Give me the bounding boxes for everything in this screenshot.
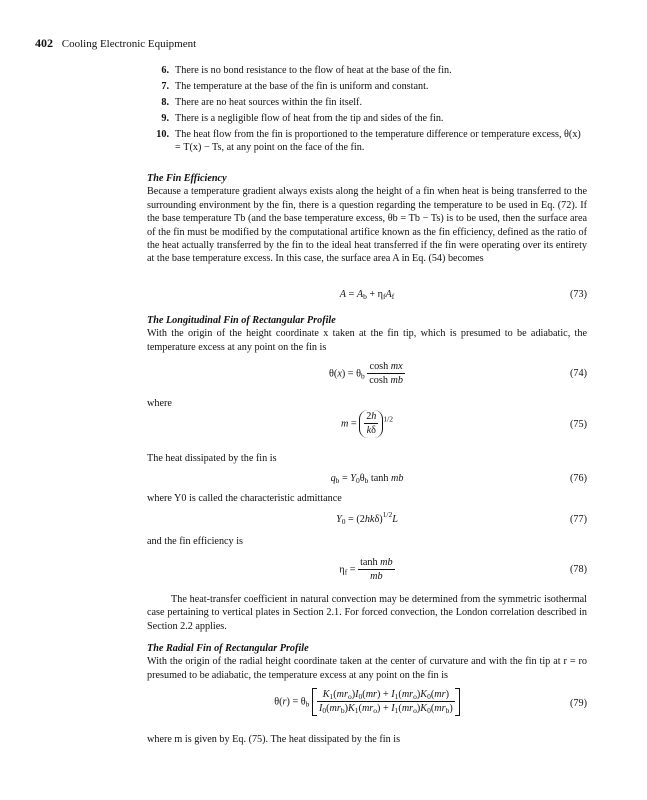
equation-number: (73) xyxy=(570,289,587,300)
list-item: 6. There is no bond resistance to the flow of heat at the base of the fin. xyxy=(161,65,452,76)
equation-body: $\eta_f$ = $\frac{\text{tanh mb}}{mb}$ xyxy=(339,557,393,583)
running-header xyxy=(35,37,196,51)
equation-78 xyxy=(147,556,587,584)
assumption-list xyxy=(147,64,587,157)
equation-number: (77) xyxy=(570,514,587,525)
paragraph: With the origin of the height coordinate x taken at the fin tip, which is presumed to be adiabatic, the temperature excess at any point on the fin is xyxy=(147,328,587,353)
equation-74 xyxy=(147,360,587,388)
paragraph: and the fin efficiency is xyxy=(147,536,243,547)
equation-body: m = $\frac{2h}{k\delta}$ $^{1/2}$ xyxy=(341,411,393,437)
radial-section xyxy=(147,642,587,682)
paragraph: The heat dissipated by the fin is xyxy=(147,453,277,464)
equation-body: $\theta(r) = \theta_b$ $\frac{K_1(mr_o)I_0(mr) + I_1(mr_o)K_0(mr)}{I_0(mr_b)K_1(mr_o) + I_1(mr_o)K_0(mr_b)}$ xyxy=(147,688,587,716)
list-item: 8. There are no heat sources within the fin itself. xyxy=(161,96,362,108)
equation-body: $A = A_b + \eta_fA_f$ xyxy=(339,289,395,301)
running-title: Cooling Electronic Equipment xyxy=(61,38,197,50)
paragraph: Because a temperature gradient always exists along the height of a fin when heat is being transferred to the surrounding environment by the fin, there is a question regarding the temperature to be used in Eq. (72). If the base temperature Tb (and the base temperature excess, θb = Tb − Ts) is to be used, then the surface area of the fin must be modified by the computational artifice known as the fin efficiency, defined as the ratio of the heat actually transferred by the fin to the ideal heat transferred if the fin were operating over its entirety at the base temperature excess. In this case, the surface area A in Eq. (54) becomes xyxy=(147,186,587,265)
paragraph: where m is given by Eq. (75). The heat dissipated by the fin is xyxy=(147,734,401,745)
equation-76 xyxy=(147,472,587,485)
where-label: where xyxy=(147,398,172,409)
longitudinal-section xyxy=(147,314,587,354)
paragraph: where Y0 is called the characteristic admittance xyxy=(147,493,342,504)
equation-number: (78) xyxy=(570,564,587,575)
list-item: 10. The heat flow from the fin is proportioned to the temperature difference or temperature excess, θ(x) = T(x) − Ts, at any point on the face of the fin. xyxy=(156,128,581,154)
fin-efficiency-section xyxy=(147,172,587,266)
equation-body: $Y_0 = (2hk\delta)^{1/2}L$ xyxy=(336,510,398,526)
equation-77 xyxy=(147,510,587,526)
equation-body: $q_b = Y_0\theta_b$ tanh mb xyxy=(330,473,404,485)
equation-number: (76) xyxy=(570,473,587,484)
list-item: 7. The temperature at the base of the fin is uniform and constant. xyxy=(161,80,429,92)
section-heading: The Radial Fin of Rectangular Profile xyxy=(147,643,309,654)
equation-number: (75) xyxy=(570,419,587,430)
equation-79 xyxy=(147,688,587,716)
equation-number: (74) xyxy=(570,368,587,379)
page-number: 402 xyxy=(35,36,53,50)
list-item: 9. There is a negligible flow of heat from the tip and sides of the fin. xyxy=(161,112,444,124)
section-heading: The Fin Efficiency xyxy=(147,173,227,184)
equation-body: $\theta(x) = \theta_b$ $\frac{\text{cosh mx}}{\text{cosh mb}}$ xyxy=(329,361,403,387)
paragraph: The heat-transfer coefficient in natural convection may be determined from the symmetric isothermal case pertaining to vertical plates in Section 2.1. For forced convection, the London correlation described in Section 2.2 applies. xyxy=(147,594,587,632)
paragraph: With the origin of the radial height coordinate taken at the center of curvature and with the fin tip at r = ro presumed to be adiabatic, the temperature excess at any point on the fin is xyxy=(147,656,587,681)
section-heading: The Longitudinal Fin of Rectangular Profile xyxy=(147,315,336,326)
equation-number: (79) xyxy=(570,698,587,709)
equation-75 xyxy=(147,410,587,438)
equation-73 xyxy=(147,288,587,301)
